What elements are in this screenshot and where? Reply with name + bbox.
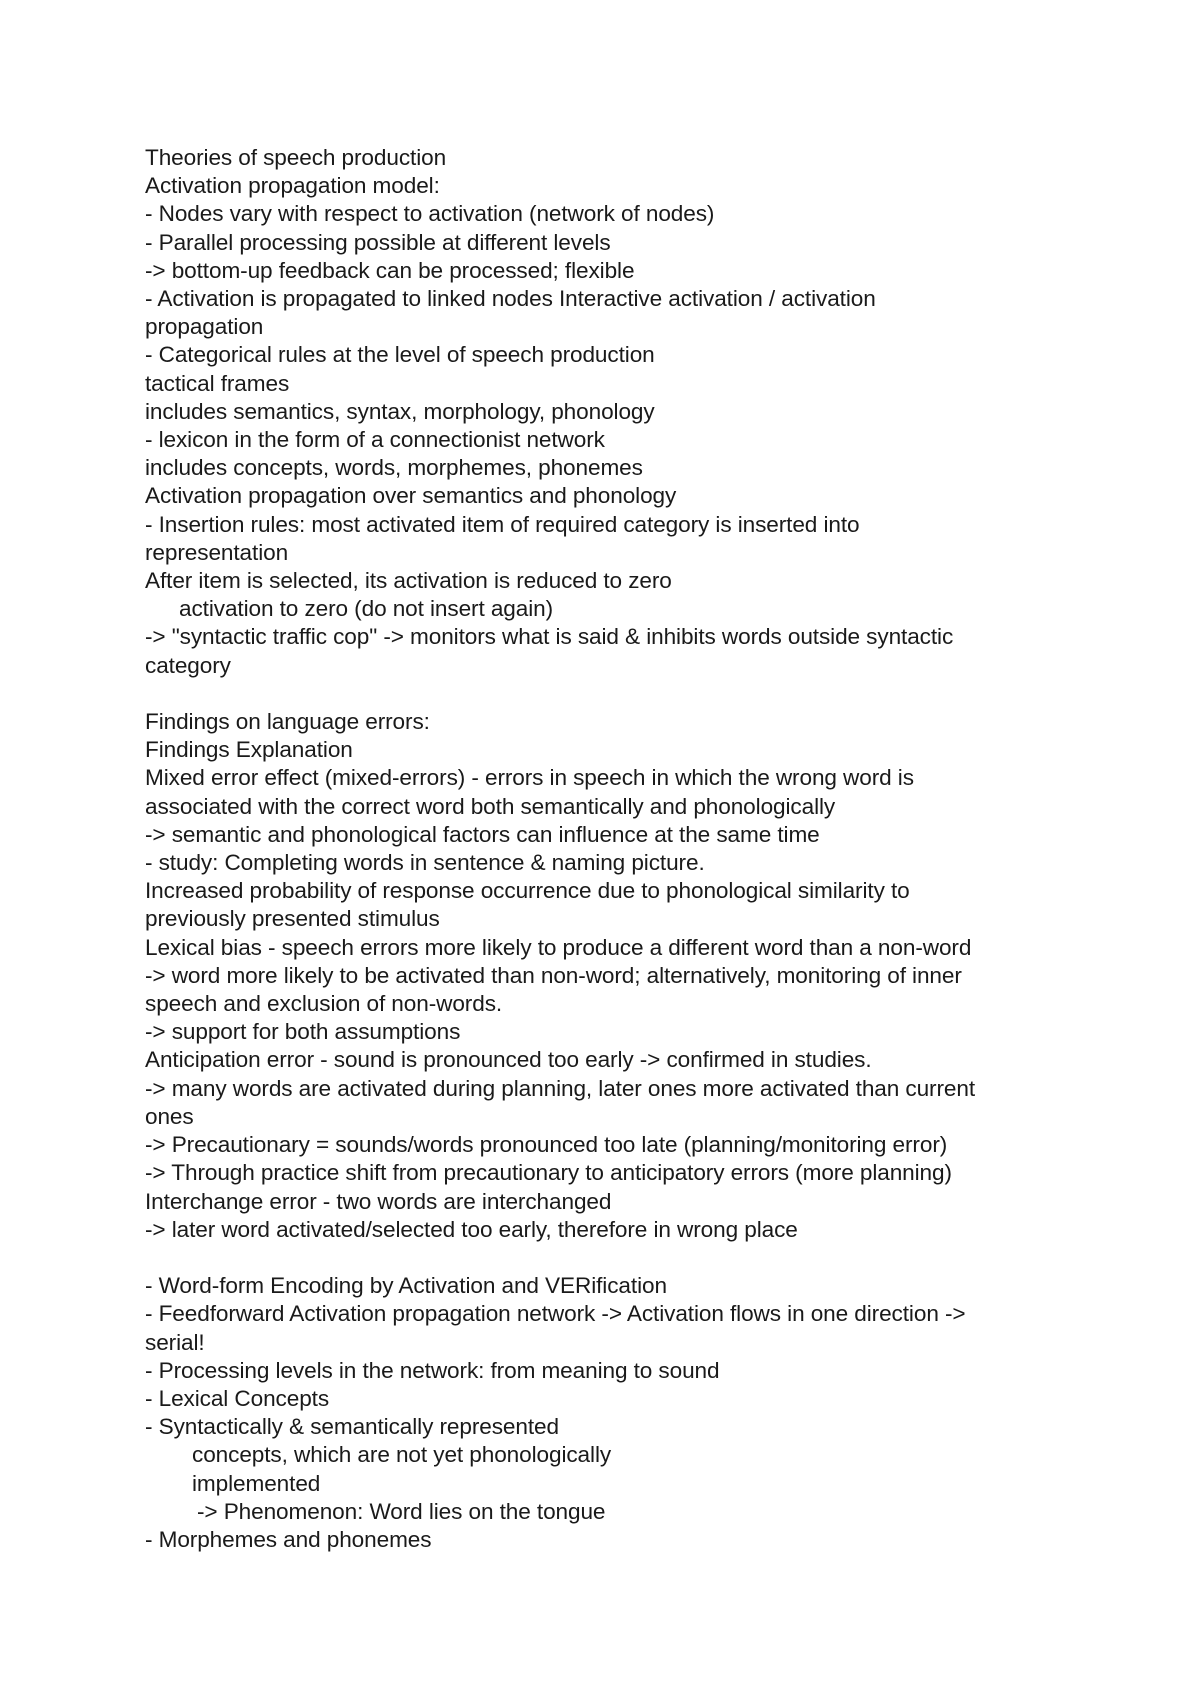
text-line: representation xyxy=(145,539,289,565)
text-line: Lexical bias - speech errors more likely to produce a different word than a non-word xyxy=(145,934,972,960)
text-line: speech and exclusion of non-words. xyxy=(145,991,503,1017)
text-line: propagation xyxy=(145,314,264,340)
text-line: -> many words are activated during planning, later ones more activated than current xyxy=(145,1075,976,1101)
document-body xyxy=(145,144,1065,1554)
text-line: - Word-form Encoding by Activation and VERification xyxy=(145,1273,667,1299)
text-line: - lexicon in the form of a connectionist network xyxy=(145,427,605,453)
section-heading: Theories of speech production xyxy=(145,145,447,170)
text-line: tactical frames xyxy=(145,370,290,396)
text-line: - Morphemes and phonemes xyxy=(145,1526,432,1552)
indented-text-line: concepts, which are not yet phonologically xyxy=(192,1442,612,1468)
indented-text-line: activation to zero (do not insert again) xyxy=(179,596,554,622)
text-line: category xyxy=(145,652,231,678)
text-line: ones xyxy=(145,1103,194,1129)
text-line: Increased probability of response occurrence due to phonological similarity to xyxy=(145,878,910,904)
text-line: - Lexical Concepts xyxy=(145,1385,330,1411)
text-line: -> word more likely to be activated than non-word; alternatively, monitoring of inner xyxy=(145,962,962,988)
text-line: -> later word activated/selected too early, therefore in wrong place xyxy=(145,1216,798,1242)
section-heading: Findings on language errors: xyxy=(145,709,430,735)
text-line: - Syntactically & semantically represented xyxy=(145,1414,559,1440)
text-line: Mixed error effect (mixed-errors) - errors in speech in which the wrong word is xyxy=(145,765,914,791)
text-line: includes concepts, words, morphemes, phonemes xyxy=(145,455,643,481)
text-line: -> "syntactic traffic cop" -> monitors what is said & inhibits words outside syntactic xyxy=(145,624,954,650)
text-line: previously presented stimulus xyxy=(145,906,440,932)
indented-text-line: implemented xyxy=(192,1470,321,1496)
text-line: - Nodes vary with respect to activation (network of nodes) xyxy=(145,201,715,227)
text-line: Findings Explanation xyxy=(145,737,353,763)
text-line: - Categorical rules at the level of speech production xyxy=(145,342,655,368)
text-line: serial! xyxy=(145,1329,205,1355)
text-line: - study: Completing words in sentence & naming picture. xyxy=(145,850,705,876)
text-line: - Feedforward Activation propagation network -> Activation flows in one direction -> xyxy=(145,1301,966,1327)
text-line: - Activation is propagated to linked nodes Interactive activation / activation xyxy=(145,286,876,312)
text-line: Activation propagation model: xyxy=(145,173,440,199)
text-line: includes semantics, syntax, morphology, phonology xyxy=(145,398,655,424)
text-line: - Parallel processing possible at different levels xyxy=(145,229,611,255)
text-line: - Processing levels in the network: from meaning to sound xyxy=(145,1357,720,1383)
text-line: Interchange error - two words are interchanged xyxy=(145,1188,612,1214)
blank-line xyxy=(145,1244,1065,1272)
indented-text-line: -> Phenomenon: Word lies on the tongue xyxy=(197,1498,606,1524)
text-line: Activation propagation over semantics and phonology xyxy=(145,483,677,509)
text-line: -> Precautionary = sounds/words pronounced too late (planning/monitoring error) xyxy=(145,1132,948,1158)
text-line: Anticipation error - sound is pronounced too early -> confirmed in studies. xyxy=(145,1047,872,1073)
text-line: associated with the correct word both semantically and phonologically xyxy=(145,793,836,819)
text-line: -> Through practice shift from precautionary to anticipatory errors (more planning) xyxy=(145,1160,952,1186)
text-line: -> support for both assumptions xyxy=(145,1019,461,1045)
text-line: After item is selected, its activation is reduced to zero xyxy=(145,568,672,594)
text-line: -> bottom-up feedback can be processed; flexible xyxy=(145,257,635,283)
text-line: -> semantic and phonological factors can influence at the same time xyxy=(145,821,820,847)
text-line: - Insertion rules: most activated item of required category is inserted into xyxy=(145,511,860,537)
blank-line xyxy=(145,680,1065,708)
